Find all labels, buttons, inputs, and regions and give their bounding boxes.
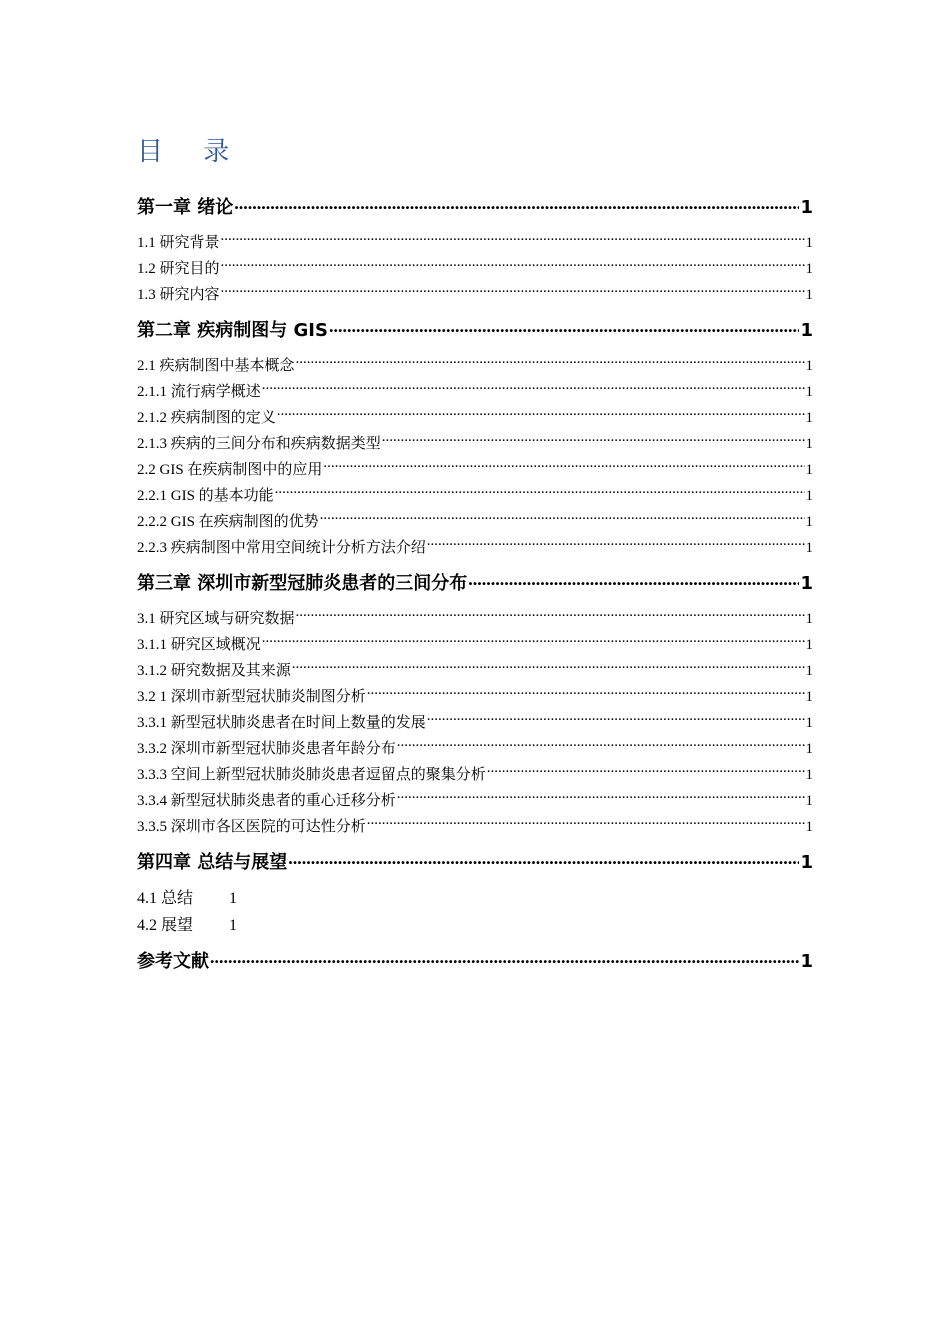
toc-entry-page: 1 xyxy=(805,611,813,627)
dot-leader xyxy=(320,511,805,526)
dot-leader xyxy=(367,686,805,701)
toc-entry-page: 1 xyxy=(805,637,813,653)
dot-leader xyxy=(427,537,805,552)
toc-entry-3-3-5[interactable] xyxy=(137,814,813,840)
dot-leader xyxy=(234,195,799,213)
toc-entry-label: 3.3.1 新型冠状肺炎患者在时间上数量的发展 xyxy=(137,715,426,731)
toc-entry-3-1-2[interactable] xyxy=(137,658,813,684)
toc-entry-3-3-2[interactable] xyxy=(137,736,813,762)
toc-entry-label: 第一章 绪论 xyxy=(137,197,234,218)
toc-entry-2-1[interactable] xyxy=(137,353,813,379)
toc-entry-4-1[interactable] xyxy=(137,885,813,912)
toc-entry-label: 3.3.2 深圳市新型冠状肺炎患者年龄分布 xyxy=(137,741,396,757)
toc-entry-page: 1 xyxy=(805,514,813,530)
toc-entry-references[interactable] xyxy=(137,949,813,973)
toc-entry-page: 1 xyxy=(805,488,813,504)
toc-entry-label: 2.1.1 流行病学概述 xyxy=(137,384,261,400)
toc-entry-3-3-4[interactable] xyxy=(137,788,813,814)
toc-entry-label: 2.2.1 GIS 的基本功能 xyxy=(137,488,274,504)
toc-entry-page: 1 xyxy=(805,741,813,757)
toc-entry-label: 2.1.2 疾病制图的定义 xyxy=(137,410,276,426)
dot-leader xyxy=(397,790,805,805)
toc-list xyxy=(137,190,813,984)
toc-entry-page: 1 xyxy=(805,384,813,400)
toc-entry-2-1-2[interactable] xyxy=(137,405,813,431)
document-page xyxy=(137,0,813,1344)
toc-entry-chapter-3[interactable] xyxy=(137,571,813,595)
dot-leader xyxy=(397,738,805,753)
dot-leader xyxy=(277,407,805,422)
toc-entry-page: 1 xyxy=(805,663,813,679)
toc-entry-2-1-3[interactable] xyxy=(137,431,813,457)
toc-title: 目 录 xyxy=(137,137,246,167)
toc-entry-3-1[interactable] xyxy=(137,606,813,632)
toc-entry-page: 1 xyxy=(805,287,813,303)
dot-leader xyxy=(382,433,805,448)
toc-entry-label: 2.1.3 疾病的三间分布和疾病数据类型 xyxy=(137,436,381,452)
toc-entry-page: 1 xyxy=(805,436,813,452)
toc-entry-page: 1 xyxy=(805,819,813,835)
toc-entry-label: 3.1.2 研究数据及其来源 xyxy=(137,663,291,679)
toc-entry-page: 1 xyxy=(800,951,813,972)
toc-entry-2-2-2[interactable] xyxy=(137,509,813,535)
toc-entry-page: 1 xyxy=(229,917,238,934)
dot-leader xyxy=(329,318,800,336)
toc-entry-label: 2.2.3 疾病制图中常用空间统计分析方法介绍 xyxy=(137,540,426,556)
toc-entry-page: 1 xyxy=(805,358,813,374)
toc-entry-3-1-1[interactable] xyxy=(137,632,813,658)
toc-entry-1-2[interactable] xyxy=(137,256,813,282)
dot-leader xyxy=(262,634,805,649)
toc-entry-page: 1 xyxy=(805,793,813,809)
toc-entry-2-2[interactable] xyxy=(137,457,813,483)
dot-leader xyxy=(487,764,805,779)
toc-entry-page: 1 xyxy=(800,320,813,341)
toc-entry-4-2[interactable] xyxy=(137,912,813,939)
toc-entry-label: 1.2 研究目的 xyxy=(137,261,220,277)
dot-leader xyxy=(275,485,805,500)
dot-leader xyxy=(296,355,805,370)
dot-leader xyxy=(367,816,805,831)
toc-entry-2-1-1[interactable] xyxy=(137,379,813,405)
toc-entry-3-3-3[interactable] xyxy=(137,762,813,788)
dot-leader xyxy=(427,712,805,727)
dot-leader xyxy=(323,459,804,474)
toc-entry-label: 第四章 总结与展望 xyxy=(137,852,288,873)
toc-entry-label: 第二章 疾病制图与 GIS xyxy=(137,320,328,341)
toc-entry-label: 3.1 研究区域与研究数据 xyxy=(137,611,295,627)
toc-entry-page: 1 xyxy=(805,767,813,783)
toc-entry-label: 2.2.2 GIS 在疾病制图的优势 xyxy=(137,514,319,530)
toc-entry-label: 2.1 疾病制图中基本概念 xyxy=(137,358,295,374)
toc-entry-2-2-1[interactable] xyxy=(137,483,813,509)
dot-leader xyxy=(221,258,805,273)
toc-entry-page: 1 xyxy=(805,689,813,705)
toc-entry-page: 1 xyxy=(805,462,813,478)
toc-entry-chapter-1[interactable] xyxy=(137,195,813,219)
dot-leader xyxy=(262,381,805,396)
dot-leader xyxy=(468,571,799,589)
toc-entry-label: 4.2 展望 xyxy=(137,917,194,934)
toc-entry-page: 1 xyxy=(800,197,813,218)
toc-entry-page: 1 xyxy=(805,540,813,556)
toc-entry-page: 1 xyxy=(800,573,813,594)
toc-entry-3-2[interactable] xyxy=(137,684,813,710)
dot-leader xyxy=(296,608,805,623)
toc-entry-page: 1 xyxy=(805,410,813,426)
dot-leader xyxy=(210,949,799,967)
toc-entry-label: 2.2 GIS 在疾病制图中的应用 xyxy=(137,462,323,478)
toc-entry-page: 1 xyxy=(229,890,238,907)
toc-entry-label: 1.3 研究内容 xyxy=(137,287,220,303)
toc-entry-page: 1 xyxy=(805,715,813,731)
toc-entry-label: 3.2 1 深圳市新型冠状肺炎制图分析 xyxy=(137,689,366,705)
toc-entry-label: 3.3.4 新型冠状肺炎患者的重心迁移分析 xyxy=(137,793,396,809)
dot-leader xyxy=(292,660,805,675)
toc-entry-1-3[interactable] xyxy=(137,282,813,308)
toc-entry-2-2-3[interactable] xyxy=(137,535,813,561)
toc-entry-label: 1.1 研究背景 xyxy=(137,235,220,251)
dot-leader xyxy=(221,284,805,299)
dot-leader xyxy=(288,850,799,868)
toc-entry-label: 第三章 深圳市新型冠肺炎患者的三间分布 xyxy=(137,573,468,594)
toc-entry-chapter-2[interactable] xyxy=(137,318,813,342)
toc-entry-chapter-4[interactable] xyxy=(137,850,813,874)
dot-leader xyxy=(221,232,805,247)
toc-entry-page: 1 xyxy=(805,235,813,251)
toc-entry-label: 参考文献 xyxy=(137,951,209,972)
toc-entry-label: 3.1.1 研究区域概况 xyxy=(137,637,261,653)
toc-entry-label: 4.1 总结 xyxy=(137,890,194,907)
toc-entry-label: 3.3.5 深圳市各区医院的可达性分析 xyxy=(137,819,366,835)
toc-entry-label: 3.3.3 空间上新型冠状肺炎肺炎患者逗留点的聚集分析 xyxy=(137,767,486,783)
toc-entry-3-3-1[interactable] xyxy=(137,710,813,736)
toc-entry-page: 1 xyxy=(805,261,813,277)
toc-entry-page: 1 xyxy=(800,852,813,873)
toc-entry-1-1[interactable] xyxy=(137,230,813,256)
